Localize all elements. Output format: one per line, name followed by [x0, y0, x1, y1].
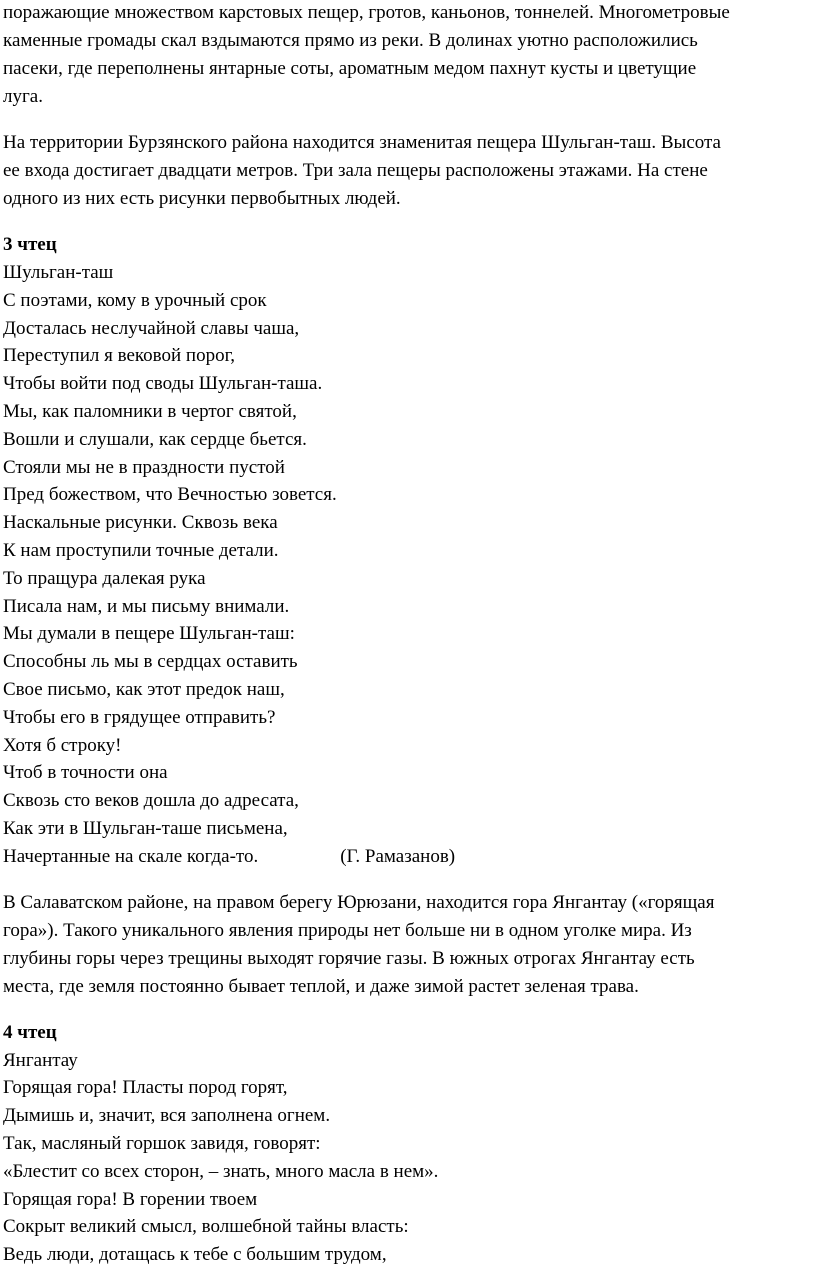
- poem-line: Переступил я вековой порог,: [3, 345, 235, 367]
- poem-line: Вошли и слушали, как сердце бьется.: [3, 428, 307, 450]
- poem-line: С поэтами, кому в урочный срок: [3, 289, 267, 311]
- paragraph-line: поражающие множеством карстовых пещер, гротов, каньонов, тоннелей. Многометровые: [3, 2, 730, 23]
- intro-paragraph: [3, 0, 803, 111]
- paragraph-line: В Салаватском районе, на правом берегу Юрюзани, находится гора Янгантау («горящая: [3, 891, 715, 913]
- reader4-heading: 4 чтец: [3, 1021, 57, 1043]
- poem-author: (Г. Рамазанов): [340, 845, 456, 867]
- paragraph-line: места, где земля постоянно бывает теплой, и даже зимой растет зеленая трава.: [3, 975, 639, 997]
- paragraph-line: луга.: [3, 86, 43, 107]
- shulgan-paragraph: [3, 129, 803, 213]
- poem-line: Горящая гора! Пласты пород горят,: [3, 1077, 288, 1099]
- paragraph-line: одного из них есть рисунки первобытных людей.: [3, 188, 401, 209]
- paragraph-line: каменные громады скал вздымаются прямо из реки. В долинах уютно расположились: [3, 30, 698, 51]
- reader3-section: [3, 231, 803, 871]
- poem-line: Сквозь сто веков дошла до адресата,: [3, 790, 299, 812]
- reader4-poem-title: Янгантау: [3, 1049, 78, 1071]
- poem-line: К нам проступили точные детали.: [3, 539, 279, 561]
- paragraph-line: На территории Бурзянского района находится знаменитая пещера Шульган-таш. Высота: [3, 132, 721, 153]
- poem-line: Пред божеством, что Вечностью зовется.: [3, 484, 337, 506]
- document-page: [3, 0, 803, 1269]
- poem-line: Ведь люди, дотащась к тебе с большим трудом,: [3, 1244, 387, 1266]
- poem-line: Мы, как паломники в чертог святой,: [3, 400, 297, 422]
- poem-line: Досталась неслучайной славы чаша,: [3, 317, 300, 339]
- poem-line: Горящая гора! В горении твоем: [3, 1188, 258, 1210]
- poem-line: Свое письмо, как этот предок наш,: [3, 678, 285, 700]
- reader3-poem-title: Шульган-таш: [3, 262, 114, 283]
- poem-line: Так, масляный горшок завидя, говорят:: [3, 1132, 321, 1154]
- poem-line: Сокрыт великий смысл, волшебной тайны власть:: [3, 1216, 409, 1238]
- yangantau-paragraph: [3, 889, 803, 1001]
- paragraph-line: пасеки, где переполнены янтарные соты, ароматным медом пахнут кусты и цветущие: [3, 58, 697, 79]
- spacer: [3, 111, 803, 129]
- paragraph-line: гора»). Такого уникального явления природы нет больше ни в одном уголке мира. Из: [3, 919, 692, 941]
- reader3-heading: 3 чтец: [3, 234, 57, 255]
- poem-line-text: Начертанные на скале когда-то.: [3, 845, 259, 867]
- poem-line: Способны ль мы в сердцах оставить: [3, 651, 298, 673]
- spacer: [3, 871, 803, 889]
- poem-line: Чтобы войти под своды Шульган-таша.: [3, 373, 323, 395]
- reader4-section: [3, 1019, 803, 1269]
- poem-line: То пращура далекая рука: [3, 567, 206, 589]
- poem-line: Наскальные рисунки. Сквозь века: [3, 512, 278, 534]
- poem-line: Как эти в Шульган-таше письмена,: [3, 817, 288, 839]
- poem-line: Чтоб в точности она: [3, 762, 168, 784]
- paragraph-line: ее входа достигает двадцати метров. Три зала пещеры расположены этажами. На стене: [3, 160, 708, 181]
- poem-line: Дымишь и, значит, вся заполнена огнем.: [3, 1105, 331, 1127]
- spacer: [3, 213, 803, 231]
- poem-line: Хотя б строку!: [3, 734, 122, 756]
- spacer: [3, 1001, 803, 1019]
- poem-line: Стояли мы не в праздности пустой: [3, 456, 285, 478]
- poem-line: Писала нам, и мы письму внимали.: [3, 595, 290, 617]
- poem-line: Мы думали в пещере Шульган-таш:: [3, 623, 295, 645]
- poem-line: Чтобы его в грядущее отправить?: [3, 706, 276, 728]
- poem-line: «Блестит со всех сторон, – знать, много масла в нем».: [3, 1160, 439, 1182]
- poem-last-line: [3, 843, 803, 871]
- paragraph-line: глубины горы через трещины выходят горячие газы. В южных отрогах Янгантау есть: [3, 947, 695, 969]
